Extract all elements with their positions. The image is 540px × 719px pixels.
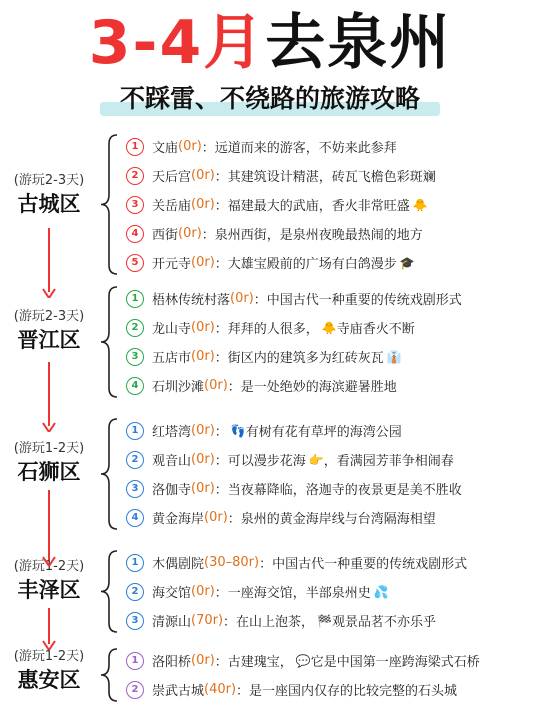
emoji-icon: 👔 bbox=[386, 349, 402, 364]
item-price: (30–80r) bbox=[204, 555, 260, 570]
item-description-cont: 寺庙香火不断 bbox=[336, 322, 415, 337]
item-description: ：中国古代一种重要的传统戏剧形式 bbox=[259, 557, 468, 572]
list-item bbox=[126, 284, 536, 313]
emoji-icon: 💦 bbox=[373, 584, 389, 599]
item-name: 西街 bbox=[152, 228, 179, 243]
item-description: ：其建筑设计精湛，砖瓦飞檐色彩斑斓 bbox=[214, 170, 436, 185]
item-name: 洛伽寺 bbox=[152, 483, 192, 498]
item-description: ：是一座国内仅存的比较完整的石头城 bbox=[236, 684, 458, 699]
item-description: ：中国古代一种重要的传统戏剧形式 bbox=[253, 293, 462, 308]
list-item bbox=[126, 416, 536, 445]
brace-icon bbox=[97, 548, 121, 635]
section-days: (游玩2-3天) bbox=[13, 173, 85, 188]
section-items bbox=[126, 416, 536, 532]
item-price: (40r) bbox=[204, 682, 237, 697]
item-number-badge: 4 bbox=[126, 225, 144, 243]
emoji-icon: 🏁 bbox=[317, 613, 333, 628]
item-name: 洛阳桥 bbox=[152, 655, 192, 670]
emoji-icon: 🐥 bbox=[412, 197, 428, 212]
section-zone: 古城区 bbox=[17, 192, 81, 216]
item-description: ：当夜幕降临，洛迦寺的夜景更是美不胜收 bbox=[214, 483, 462, 498]
section-3 bbox=[0, 416, 540, 532]
item-price: (0r) bbox=[191, 452, 215, 467]
item-price: (0r) bbox=[230, 291, 254, 306]
subtitle: 不踩雷、不绕路的旅游攻略 bbox=[119, 84, 420, 113]
item-number-badge: 2 bbox=[126, 451, 144, 469]
item-price: (0r) bbox=[191, 168, 215, 183]
item-name: 黄金海岸 bbox=[152, 512, 205, 527]
item-name: 龙山寺 bbox=[152, 322, 192, 337]
subtitle-block bbox=[100, 80, 440, 118]
item-description: ：在山上泡茶， bbox=[223, 615, 315, 630]
item-price: (0r) bbox=[204, 510, 228, 525]
list-item bbox=[126, 445, 536, 474]
item-name: 文庙 bbox=[152, 141, 179, 156]
item-name: 清源山 bbox=[152, 615, 192, 630]
section-items bbox=[126, 132, 536, 277]
down-arrow-icon bbox=[42, 228, 56, 298]
item-description-cont: ，看满园芳菲争相闹春 bbox=[323, 454, 454, 469]
item-price: (0r) bbox=[191, 423, 215, 438]
item-name: 开元寺 bbox=[152, 257, 192, 272]
list-item bbox=[126, 219, 536, 248]
item-price: (70r) bbox=[191, 613, 224, 628]
title-destination: 去泉州 bbox=[265, 8, 452, 78]
title-months: 3-4月 bbox=[88, 8, 266, 78]
item-price: (0r) bbox=[191, 584, 215, 599]
down-arrow-icon bbox=[42, 362, 56, 432]
item-number-badge: 2 bbox=[126, 681, 144, 699]
emoji-icon: 💬 bbox=[295, 653, 311, 668]
item-description: ：福建最大的武庙，香火非常旺盛 bbox=[214, 199, 410, 214]
item-description-cont: 它是中国第一座跨海梁式石桥 bbox=[310, 655, 480, 670]
section-4 bbox=[0, 548, 540, 635]
item-description: ：一座海交馆，半部泉州史 bbox=[214, 586, 371, 601]
list-item bbox=[126, 132, 536, 161]
item-description-cont: 观景品茗不亦乐乎 bbox=[332, 615, 437, 630]
list-item bbox=[126, 190, 536, 219]
section-items bbox=[126, 548, 536, 635]
item-description: ：街区内的建筑多为红砖灰瓦 bbox=[214, 351, 384, 366]
item-description: ：拜拜的人很多， bbox=[214, 322, 319, 337]
section-days: (游玩1-2天) bbox=[13, 559, 85, 574]
item-name: 五店市 bbox=[152, 351, 192, 366]
brace-icon bbox=[97, 284, 121, 400]
item-description: ： bbox=[214, 425, 228, 440]
brace-icon bbox=[97, 416, 121, 532]
item-description: ：大雄宝殿前的广场有白鸽漫步 bbox=[214, 257, 397, 272]
section-zone: 石狮区 bbox=[17, 460, 81, 484]
list-item bbox=[126, 548, 536, 577]
item-description: ：远道而来的游客，不妨来此参拜 bbox=[201, 141, 397, 156]
item-number-badge: 3 bbox=[126, 348, 144, 366]
list-item bbox=[126, 474, 536, 503]
section-days: (游玩1-2天) bbox=[13, 441, 85, 456]
section-5 bbox=[0, 646, 540, 704]
item-number-badge: 4 bbox=[126, 509, 144, 527]
item-name: 木偶剧院 bbox=[152, 557, 205, 572]
emoji-icon: 🐥 bbox=[321, 320, 337, 335]
item-price: (0r) bbox=[191, 197, 215, 212]
list-item bbox=[126, 606, 536, 635]
list-item bbox=[126, 503, 536, 532]
item-number-badge: 2 bbox=[126, 319, 144, 337]
down-arrow-icon bbox=[42, 608, 56, 650]
emoji-icon: 👣 bbox=[230, 423, 246, 438]
section-label bbox=[8, 440, 90, 486]
section-days: (游玩2-3天) bbox=[13, 309, 85, 324]
section-days: (游玩1-2天) bbox=[13, 649, 85, 664]
item-price: (0r) bbox=[178, 139, 202, 154]
item-name: 观音山 bbox=[152, 454, 192, 469]
item-number-badge: 1 bbox=[126, 290, 144, 308]
item-number-badge: 3 bbox=[126, 480, 144, 498]
down-arrow-icon bbox=[42, 490, 56, 566]
item-price: (0r) bbox=[191, 255, 215, 270]
item-number-badge: 1 bbox=[126, 652, 144, 670]
item-name: 关岳庙 bbox=[152, 199, 192, 214]
list-item bbox=[126, 161, 536, 190]
brace-icon bbox=[97, 132, 121, 277]
item-number-badge: 1 bbox=[126, 422, 144, 440]
item-name: 海交馆 bbox=[152, 586, 192, 601]
item-number-badge: 3 bbox=[126, 196, 144, 214]
item-description: ：是一处绝妙的海滨避暑胜地 bbox=[227, 380, 397, 395]
list-item bbox=[126, 248, 536, 277]
item-description: ：泉州的黄金海岸线与台湾隔海相望 bbox=[227, 512, 436, 527]
section-1 bbox=[0, 132, 540, 277]
section-zone: 丰泽区 bbox=[17, 578, 81, 602]
section-label bbox=[8, 172, 90, 218]
item-price: (0r) bbox=[178, 226, 202, 241]
item-number-badge: 4 bbox=[126, 377, 144, 395]
item-description: ：泉州西街，是泉州夜晚最热闹的地方 bbox=[201, 228, 423, 243]
list-item bbox=[126, 371, 536, 400]
item-name: 天后宫 bbox=[152, 170, 192, 185]
item-price: (0r) bbox=[204, 378, 228, 393]
item-name: 崇武古城 bbox=[152, 684, 205, 699]
list-item bbox=[126, 313, 536, 342]
list-item bbox=[126, 342, 536, 371]
item-number-badge: 1 bbox=[126, 554, 144, 572]
item-number-badge: 5 bbox=[126, 254, 144, 272]
emoji-icon: 👉 bbox=[308, 452, 324, 467]
page-title bbox=[0, 10, 540, 76]
list-item bbox=[126, 577, 536, 606]
section-label bbox=[8, 308, 90, 354]
item-price: (0r) bbox=[191, 349, 215, 364]
list-item bbox=[126, 675, 536, 704]
item-name: 红塔湾 bbox=[152, 425, 192, 440]
list-item bbox=[126, 646, 536, 675]
item-price: (0r) bbox=[191, 320, 215, 335]
section-zone: 晋江区 bbox=[17, 328, 81, 352]
item-price: (0r) bbox=[191, 653, 215, 668]
item-description: ：可以漫步花海 bbox=[214, 454, 306, 469]
brace-icon bbox=[97, 646, 121, 704]
item-name: 石圳沙滩 bbox=[152, 380, 205, 395]
section-zone: 惠安区 bbox=[17, 668, 81, 692]
section-items bbox=[126, 646, 536, 704]
section-2 bbox=[0, 284, 540, 400]
item-number-badge: 1 bbox=[126, 138, 144, 156]
section-label bbox=[8, 648, 90, 694]
item-number-badge: 2 bbox=[126, 167, 144, 185]
section-items bbox=[126, 284, 536, 400]
item-name: 梧林传统村落 bbox=[152, 293, 231, 308]
item-number-badge: 3 bbox=[126, 612, 144, 630]
item-number-badge: 2 bbox=[126, 583, 144, 601]
item-price: (0r) bbox=[191, 481, 215, 496]
item-description-cont: 有树有花有草坪的海湾公园 bbox=[245, 425, 402, 440]
emoji-icon: 🎓 bbox=[399, 255, 415, 270]
item-description: ：古建瑰宝， bbox=[214, 655, 293, 670]
